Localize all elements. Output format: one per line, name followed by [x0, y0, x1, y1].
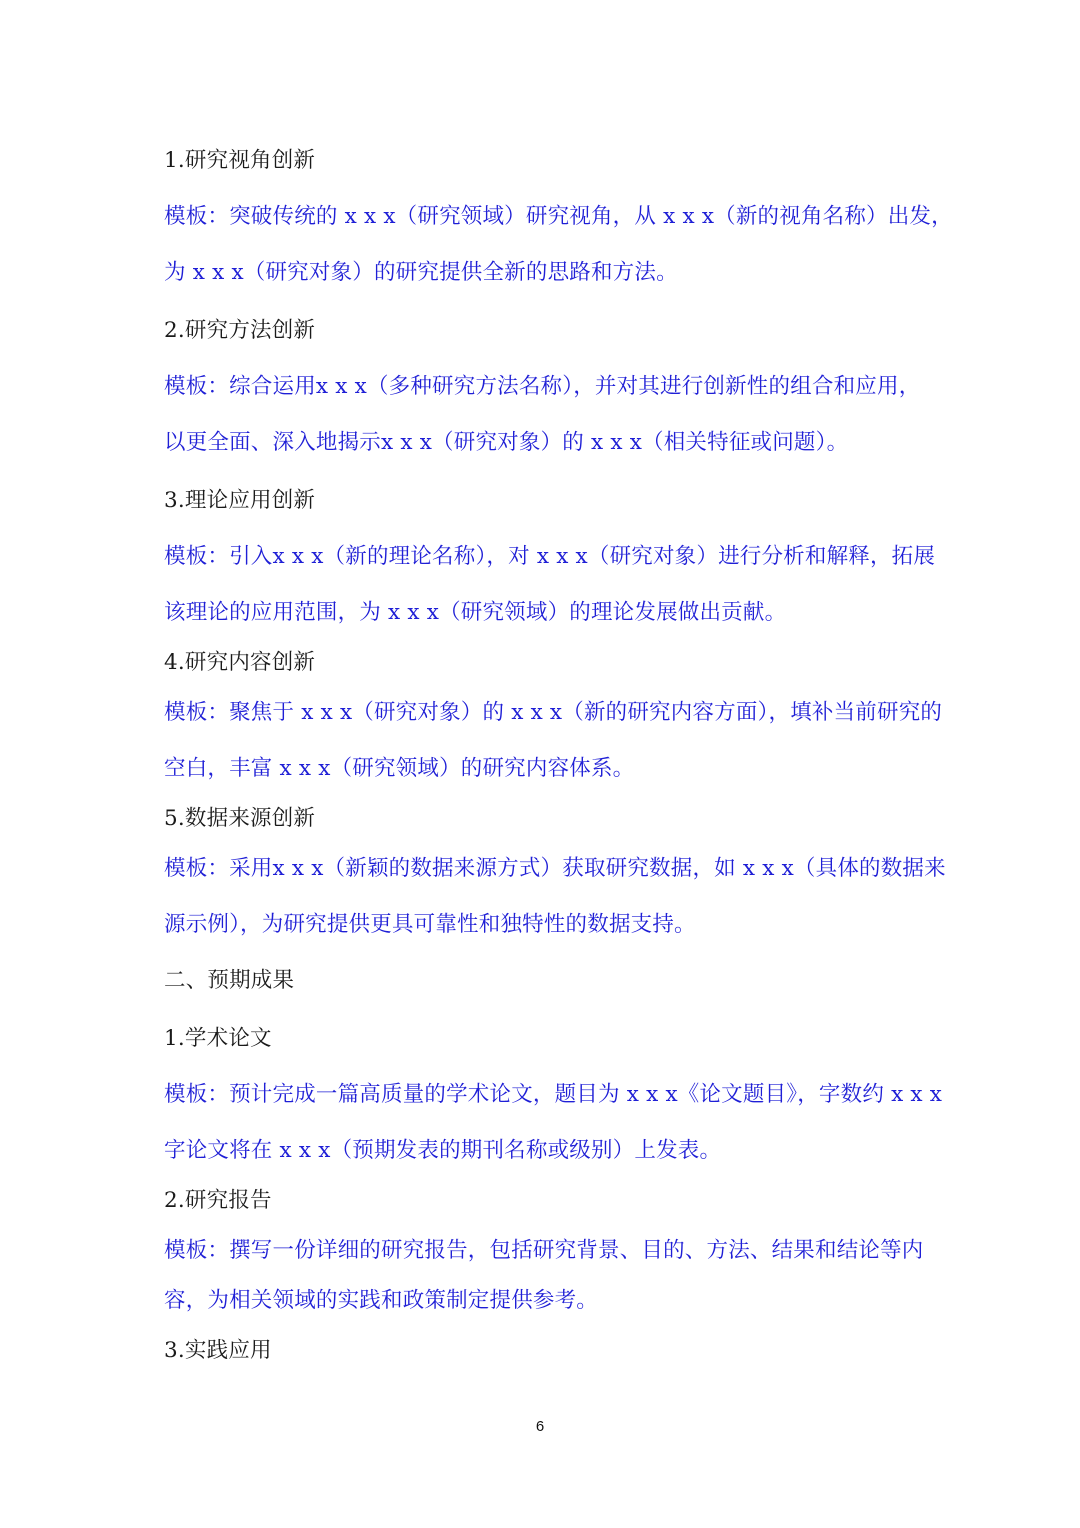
section-heading-academic-paper: 1.学术论文	[164, 1026, 272, 1051]
template-text-line: 模板：撰写一份详细的研究报告，包括研究背景、目的、方法、结果和结论等内	[164, 1238, 924, 1263]
section-heading-research-perspective: 1.研究视角创新	[164, 148, 316, 173]
template-text-line: 为 x x x（研究对象）的研究提供全新的思路和方法。	[164, 260, 678, 285]
template-text-line: 模板：聚焦于 x x x（研究对象）的 x x x（新的研究内容方面），填补当前研究的	[164, 700, 943, 725]
template-text-line: 模板：突破传统的 x x x（研究领域）研究视角，从 x x x（新的视角名称）出发，	[164, 204, 953, 229]
template-text-line: 模板：采用x x x（新颖的数据来源方式）获取研究数据，如 x x x（具体的数据来	[164, 856, 946, 881]
template-text-line: 模板：综合运用x x x（多种研究方法名称），并对其进行创新性的组合和应用，	[164, 374, 921, 399]
template-text-line: 该理论的应用范围，为 x x x（研究领域）的理论发展做出贡献。	[164, 600, 787, 625]
section-heading-theory-application: 3.理论应用创新	[164, 488, 316, 513]
template-text-line: 模板：预计完成一篇高质量的学术论文，题目为 x x x《论文题目》，字数约 x x x	[164, 1082, 943, 1107]
template-text-line: 以更全面、深入地揭示x x x（研究对象）的 x x x（相关特征或问题）。	[164, 430, 849, 455]
template-text-line: 源示例），为研究提供更具可靠性和独特性的数据支持。	[164, 912, 696, 937]
chapter-heading-expected-results: 二、预期成果	[164, 968, 295, 993]
section-heading-research-report: 2.研究报告	[164, 1188, 272, 1213]
template-text-line: 模板：引入x x x（新的理论名称），对 x x x（研究对象）进行分析和解释，拓展	[164, 544, 936, 569]
template-text-line: 容，为相关领域的实践和政策制定提供参考。	[164, 1288, 599, 1313]
template-text-line: 空白，丰富 x x x（研究领域）的研究内容体系。	[164, 756, 635, 781]
section-heading-research-content: 4.研究内容创新	[164, 650, 316, 675]
template-text-line: 字论文将在 x x x（预期发表的期刊名称或级别）上发表。	[164, 1138, 722, 1163]
section-heading-practical-application: 3.实践应用	[164, 1338, 272, 1363]
page-number: 6	[535, 1418, 545, 1435]
section-heading-data-source: 5.数据来源创新	[164, 806, 316, 831]
section-heading-research-method: 2.研究方法创新	[164, 318, 316, 343]
